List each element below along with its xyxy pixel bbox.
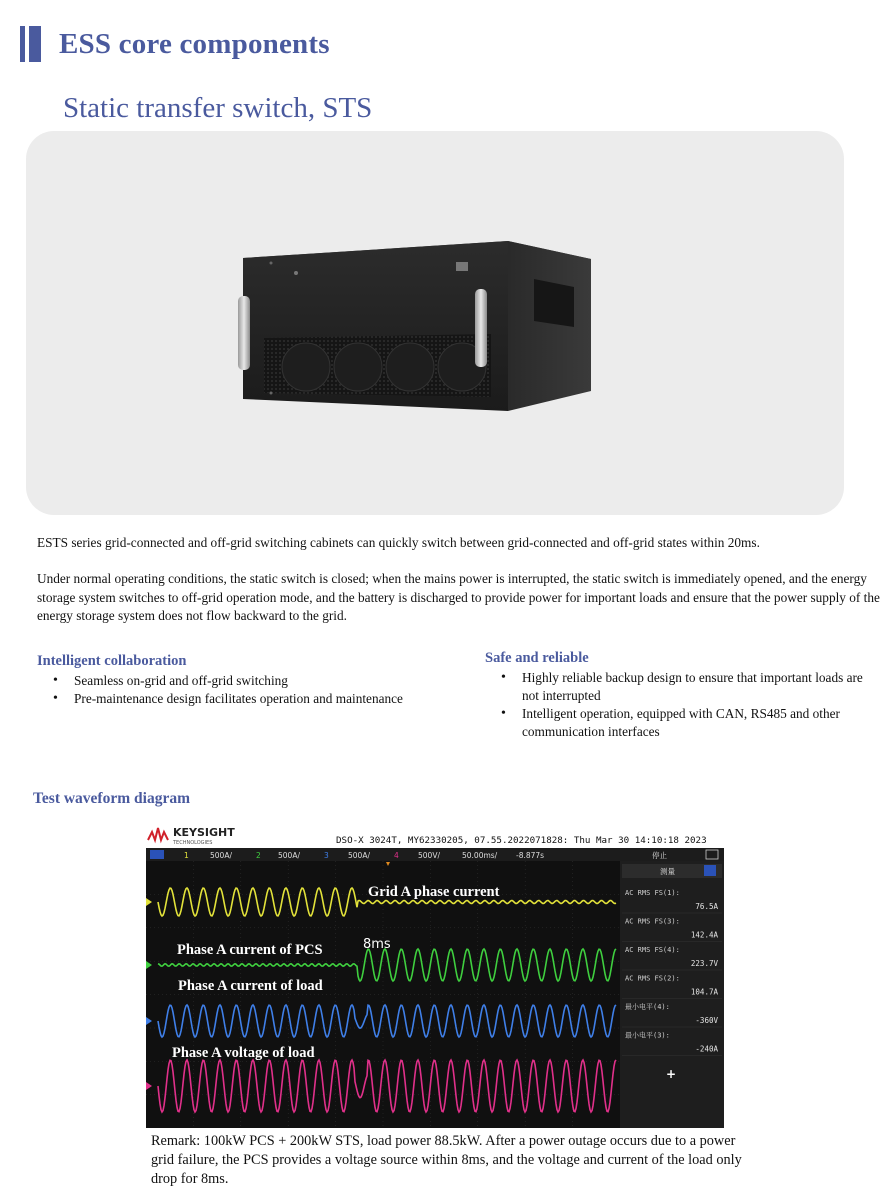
measurement-value: 76.5A — [695, 902, 718, 911]
intro-paragraph: Under normal operating conditions, the static switch is closed; when the mains power is interrupted, the static switch is immediately opened, and the energy storage system switches to off-grid operation mode, and the battery is discharged to provide power for important loads and ensure that the power supply of the energy storage system does not flow backward to the grid. — [37, 571, 880, 623]
feature-title: Safe and reliable — [485, 650, 589, 666]
measurement-label: AC RMS FS(3): — [625, 917, 680, 926]
label-load-voltage: Phase A voltage of load — [172, 1045, 315, 1061]
oscilloscope-screenshot — [146, 822, 724, 1128]
toolbar-ch4: 4 — [394, 851, 399, 860]
section-heading — [20, 24, 330, 64]
measurement-label: AC RMS FS(1): — [625, 889, 680, 897]
list-item: • Intelligent operation, equipped with CAN, RS485 and other communication interfaces — [485, 705, 880, 741]
measurement-value: -360V — [695, 1016, 718, 1025]
oscilloscope-svg — [146, 822, 724, 1128]
measurement-value: -240A — [695, 1044, 718, 1054]
brand-sub: TECHNOLOGIES — [173, 840, 213, 846]
toolbar-delay: -8.877s — [516, 851, 545, 860]
run-button[interactable] — [150, 850, 164, 859]
brand-name: KEYSIGHT — [173, 826, 235, 839]
feature-list — [485, 669, 880, 741]
toolbar-time-scale: 50.00ms/ — [462, 851, 498, 860]
toolbar-ch3-scale: 500A/ — [348, 851, 370, 860]
heading-accent-bar — [29, 26, 41, 62]
label-8ms: 8ms — [363, 937, 391, 952]
toolbar-ch3: 3 — [324, 851, 329, 860]
product-photo-card — [26, 131, 844, 515]
measurement-value: 223.7V — [690, 959, 718, 968]
label-pcs-current: Phase A current of PCS — [177, 942, 323, 958]
feature-block-intelligent — [37, 653, 407, 708]
measurement-value: 142.4A — [690, 930, 718, 940]
feature-title: Intelligent collaboration — [37, 653, 187, 669]
toolbar-ch2-scale: 500A/ — [278, 851, 300, 860]
product-subtitle: Static transfer switch, STS — [63, 92, 373, 124]
list-item: • Seamless on-grid and off-grid switching — [37, 672, 407, 690]
feature-list — [37, 672, 407, 708]
scope-info: DSO-X 3024T, MY62330205, 07.55.2022071828: Thu Mar 30 14:10:18 2023 — [336, 835, 707, 846]
toolbar-ch2: 2 — [256, 851, 261, 860]
waveform-title: Test waveform diagram — [33, 790, 190, 807]
sts-cabinet-image — [26, 131, 844, 515]
waveform-remark: Remark: 100kW PCS + 200kW STS, load power 88.5kW. After a power outage occurs due to a power grid failure, the PCS provides a voltage source within 8ms, and the voltage and current of the load only drop for 8ms. — [151, 1133, 742, 1187]
list-item: • Highly reliable backup design to ensure that important loads are not interrupted — [485, 669, 880, 705]
toolbar-ch1: 1 — [184, 851, 189, 860]
label-grid-current: Grid A phase current — [368, 884, 500, 900]
intro-paragraph: ESTS series grid-connected and off-grid switching cabinets can quickly switch between grid-connected and off-grid states within 20ms. — [37, 535, 760, 550]
list-item: • Pre-maintenance design facilitates operation and maintenance — [37, 690, 407, 708]
toolbar-ch1-scale: 500A/ — [210, 851, 232, 860]
measurement-label: 最小电平(4): — [625, 1003, 670, 1011]
page-title: ESS core components — [59, 27, 330, 60]
measurement-label: AC RMS FS(2): — [625, 974, 680, 983]
label-load-current: Phase A current of load — [178, 978, 323, 994]
feature-block-safe — [485, 650, 880, 741]
measurement-label: AC RMS FS(4): — [625, 946, 680, 954]
add-measurement-button[interactable]: + — [666, 1067, 677, 1081]
measurement-label: 最小电平(3): — [625, 1031, 670, 1040]
panel-menu-button[interactable] — [704, 865, 716, 876]
measurement-value: 104.7A — [690, 987, 718, 997]
toolbar-ch4-scale: 500V/ — [418, 851, 440, 860]
panel-header: 测量 — [660, 867, 675, 876]
heading-accent-bar — [20, 26, 25, 62]
toolbar-status: 停止 — [652, 851, 667, 860]
